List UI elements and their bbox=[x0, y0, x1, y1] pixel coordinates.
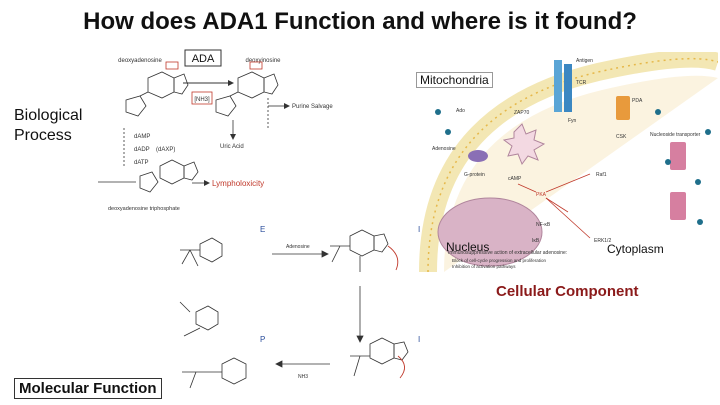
ada-box-label: ADA bbox=[191, 53, 215, 65]
csk-label: CSK bbox=[616, 134, 627, 140]
fyn-label: Fyn bbox=[568, 118, 577, 124]
datp-full-label: deoxyadenosine triphosphate bbox=[108, 206, 180, 212]
mechanism-i2-label: I bbox=[418, 335, 421, 344]
effect-2: Inhibition of activation pathways bbox=[452, 264, 516, 269]
adenosine-cell-label: Adenosine bbox=[432, 146, 456, 152]
antigen-label: Antigen bbox=[576, 58, 593, 64]
cytoplasm-label: Cytoplasm bbox=[607, 242, 664, 256]
damp-label: dAMP bbox=[134, 134, 151, 140]
zap70-label: ZAP70 bbox=[514, 110, 530, 116]
datp-label: dATP bbox=[134, 160, 149, 166]
deoxyadenosine-label: deoxyadenosine bbox=[118, 58, 162, 64]
ikb-label: IκB bbox=[532, 238, 540, 244]
camp-label: cAMP bbox=[508, 176, 522, 182]
purine-salvage-label: Purine Salvage bbox=[292, 104, 333, 110]
mechanism-adenosine-label: Adenosine bbox=[286, 244, 310, 250]
ado-label: Ado bbox=[456, 108, 465, 114]
erk-label: ERK1/2 bbox=[594, 238, 612, 244]
nfkb-label: NF-κB bbox=[536, 222, 551, 228]
mechanism-nh3-label: NH3 bbox=[298, 374, 309, 380]
mechanism-p-label: P bbox=[260, 335, 266, 344]
lympholoxicity-label: Lympholoxicity bbox=[212, 179, 265, 188]
deoxyinosine-structure bbox=[216, 62, 278, 116]
molecular-function-label: Molecular Function bbox=[14, 378, 162, 399]
tcr-receptor bbox=[554, 60, 562, 112]
page-title: How does ADA1 Function and where is it found? bbox=[83, 8, 637, 35]
nucleus-label: Nucleus bbox=[446, 240, 490, 254]
dxp-label: (dAXP) bbox=[156, 147, 176, 153]
mechanism-i-label: I bbox=[418, 225, 421, 234]
cellular-component-label: Cellular Component bbox=[496, 283, 639, 300]
gprotein-label: G-protein bbox=[464, 172, 485, 178]
nh3-label: [NH3] bbox=[194, 97, 210, 103]
pda-label: PDA bbox=[632, 98, 643, 104]
biological-process-label: Biological Process bbox=[14, 107, 83, 144]
mitochondria-label: Mitochondria bbox=[416, 72, 493, 88]
deoxyinosine-label: deoxyinosine bbox=[245, 58, 281, 64]
pka-label: PKA bbox=[536, 192, 547, 198]
effects-title: Immunosuppressive action of extracellular adenosine: bbox=[448, 250, 568, 256]
uric-acid-label: Uric Acid bbox=[220, 144, 244, 150]
effect-1: Block of cell-cycle progression and proliferation bbox=[452, 258, 547, 263]
ada-mechanism-diagram bbox=[160, 216, 450, 401]
nucleoside-transporter-label: Nucleoside transporter bbox=[650, 132, 701, 138]
tcr-label: TCR bbox=[576, 80, 587, 86]
ada-pathway-diagram bbox=[88, 48, 398, 213]
dadp-label: dADP bbox=[134, 147, 150, 153]
deoxyadenosine-structure bbox=[126, 62, 188, 116]
mechanism-e-label: E bbox=[260, 225, 266, 234]
raf1-label: Raf1 bbox=[596, 172, 607, 178]
